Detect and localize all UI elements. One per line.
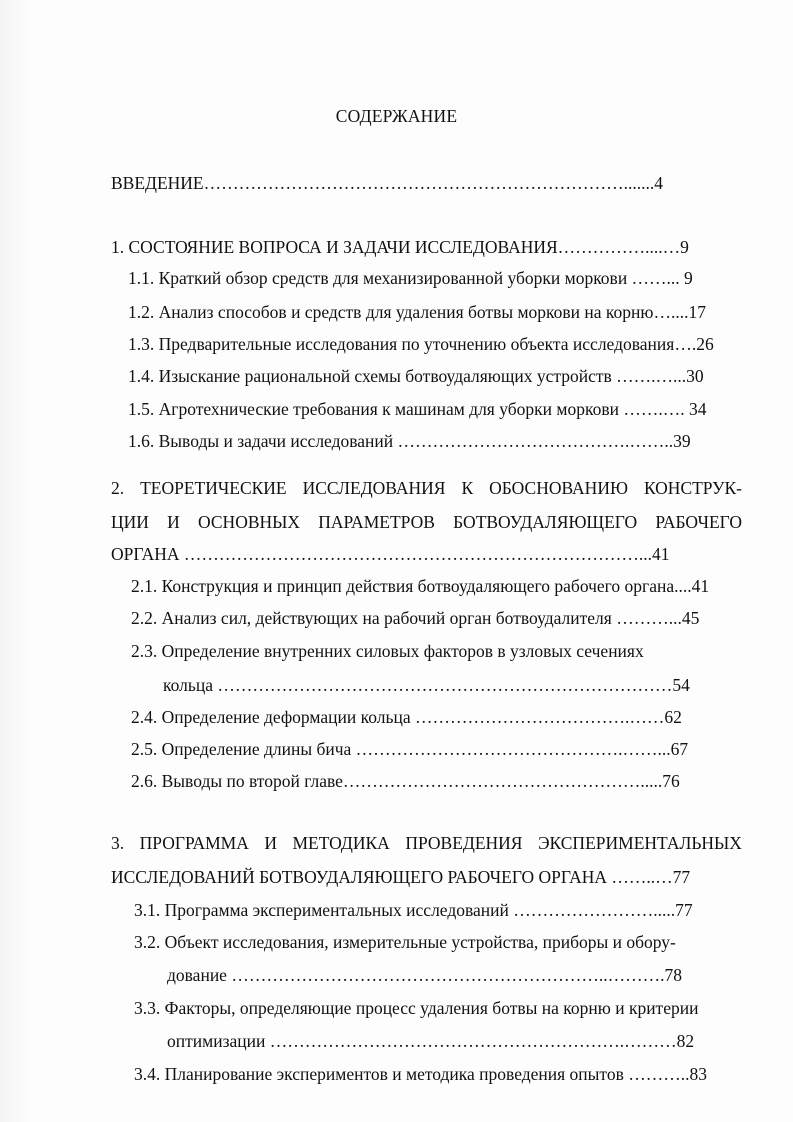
toc-word: ОБОСНОВАНИЮ — [489, 478, 628, 498]
toc-entry-2-6: 2.6. Выводы по второй главе…………………………………………….....76 — [131, 771, 680, 791]
toc-entry-1-4: 1.4. Изыскание рациональной схемы ботвоудаляющих устройств …….…...30 — [128, 366, 704, 386]
toc-word: 2. — [111, 478, 125, 498]
toc-word: И — [167, 512, 180, 532]
toc-entry-3-4: 3.4. Планирование экспериментов и методика проведения опытов ………..83 — [134, 1064, 707, 1084]
toc-entry-1-3: 1.3. Предварительные исследования по уточнению объекта исследования….26 — [128, 334, 714, 354]
toc-entry-3-3-line-2: оптимизации …………………………………………………….………82 — [167, 1031, 695, 1051]
toc-word: ЦИИ — [111, 512, 149, 532]
toc-entry-1-2: 1.2. Анализ способов и средств для удаления ботвы моркови на корню…....17 — [128, 302, 706, 322]
toc-entry-3-2-line-1: 3.2. Объект исследования, измерительные устройства, приборы и обору- — [134, 932, 676, 952]
toc-word: БОТВОУДАЛЯЮЩЕГО — [453, 512, 638, 532]
toc-word: РАБОЧЕГО — [655, 512, 742, 532]
toc-entry-2-1: 2.1. Конструкция и принцип действия ботвоудаляющего рабочего органа....41 — [131, 576, 710, 596]
toc-entry-2-3-line-2: кольца ……………………………………………………………………54 — [163, 675, 690, 695]
toc-entry-chapter-3-line-1 — [111, 832, 742, 854]
toc-entry-chapter-3-line-2: ИССЛЕДОВАНИЙ БОТВОУДАЛЯЮЩЕГО РАБОЧЕГО ОРГАНА ……..…77 — [111, 867, 691, 887]
toc-word: ПАРАМЕТРОВ — [318, 512, 435, 532]
toc-entry-1-5: 1.5. Агротехнические требования к машинам для уборки моркови …….…. 34 — [128, 399, 707, 419]
toc-word: К — [461, 478, 474, 498]
toc-entry-chapter-2-line-1 — [111, 477, 742, 499]
toc-entry-2-5: 2.5. Определение длины бича ……………………………………….……...67 — [131, 739, 689, 759]
page-title: СОДЕРЖАНИЕ — [335, 106, 458, 126]
toc-entry-2-3-line-1: 2.3. Определение внутренних силовых факторов в узловых сечениях — [131, 641, 644, 661]
toc-entry-1-1: 1.1. Краткий обзор средств для механизированной уборки моркови ……... 9 — [128, 268, 693, 288]
toc-word: ЭКСПЕРИМЕНТАЛЬНЫХ — [537, 833, 742, 853]
toc-entry-3-1: 3.1. Программа экспериментальных исследований …………………….....77 — [134, 900, 693, 920]
toc-word: МЕТОДИКА — [292, 833, 390, 853]
toc-word: ОСНОВНЫХ — [198, 512, 301, 532]
toc-word: ПРОВЕДЕНИЯ — [405, 833, 523, 853]
toc-entry-introduction: ВВЕДЕНИЕ……………………………………………………………….......4 — [111, 173, 664, 193]
toc-word: ТЕОРЕТИЧЕСКИЕ — [140, 478, 287, 498]
toc-word: КОНСТРУК- — [643, 478, 742, 498]
toc-entry-chapter-2-line-3: ОРГАНА ……………………………………………………………………...41 — [111, 544, 670, 564]
toc-entry-3-2-line-2: дование ………………………………………………………..……….78 — [167, 965, 682, 985]
toc-entry-2-4: 2.4. Определение деформации кольца ……………………………….……62 — [131, 707, 682, 727]
toc-word: ИССЛЕДОВАНИЯ — [302, 478, 446, 498]
toc-entry-chapter-2-line-2 — [111, 511, 742, 533]
toc-word: И — [264, 833, 277, 853]
toc-entry-chapter-1: 1. СОСТОЯНИЕ ВОПРОСА И ЗАДАЧИ ИССЛЕДОВАНИЯ……………....…9 — [111, 237, 689, 257]
toc-entry-1-6: 1.6. Выводы и задачи исследований ………………………………….……..39 — [128, 431, 691, 451]
toc-word: ПРОГРАММА — [139, 833, 249, 853]
scan-edge-shadow — [0, 0, 34, 1122]
toc-entry-2-2: 2.2. Анализ сил, действующих на рабочий орган ботвоудалителя ………...45 — [131, 608, 700, 628]
toc-word: 3. — [111, 833, 125, 853]
toc-entry-3-3-line-1: 3.3. Факторы, определяющие процесс удаления ботвы на корню и критерии — [134, 998, 699, 1018]
